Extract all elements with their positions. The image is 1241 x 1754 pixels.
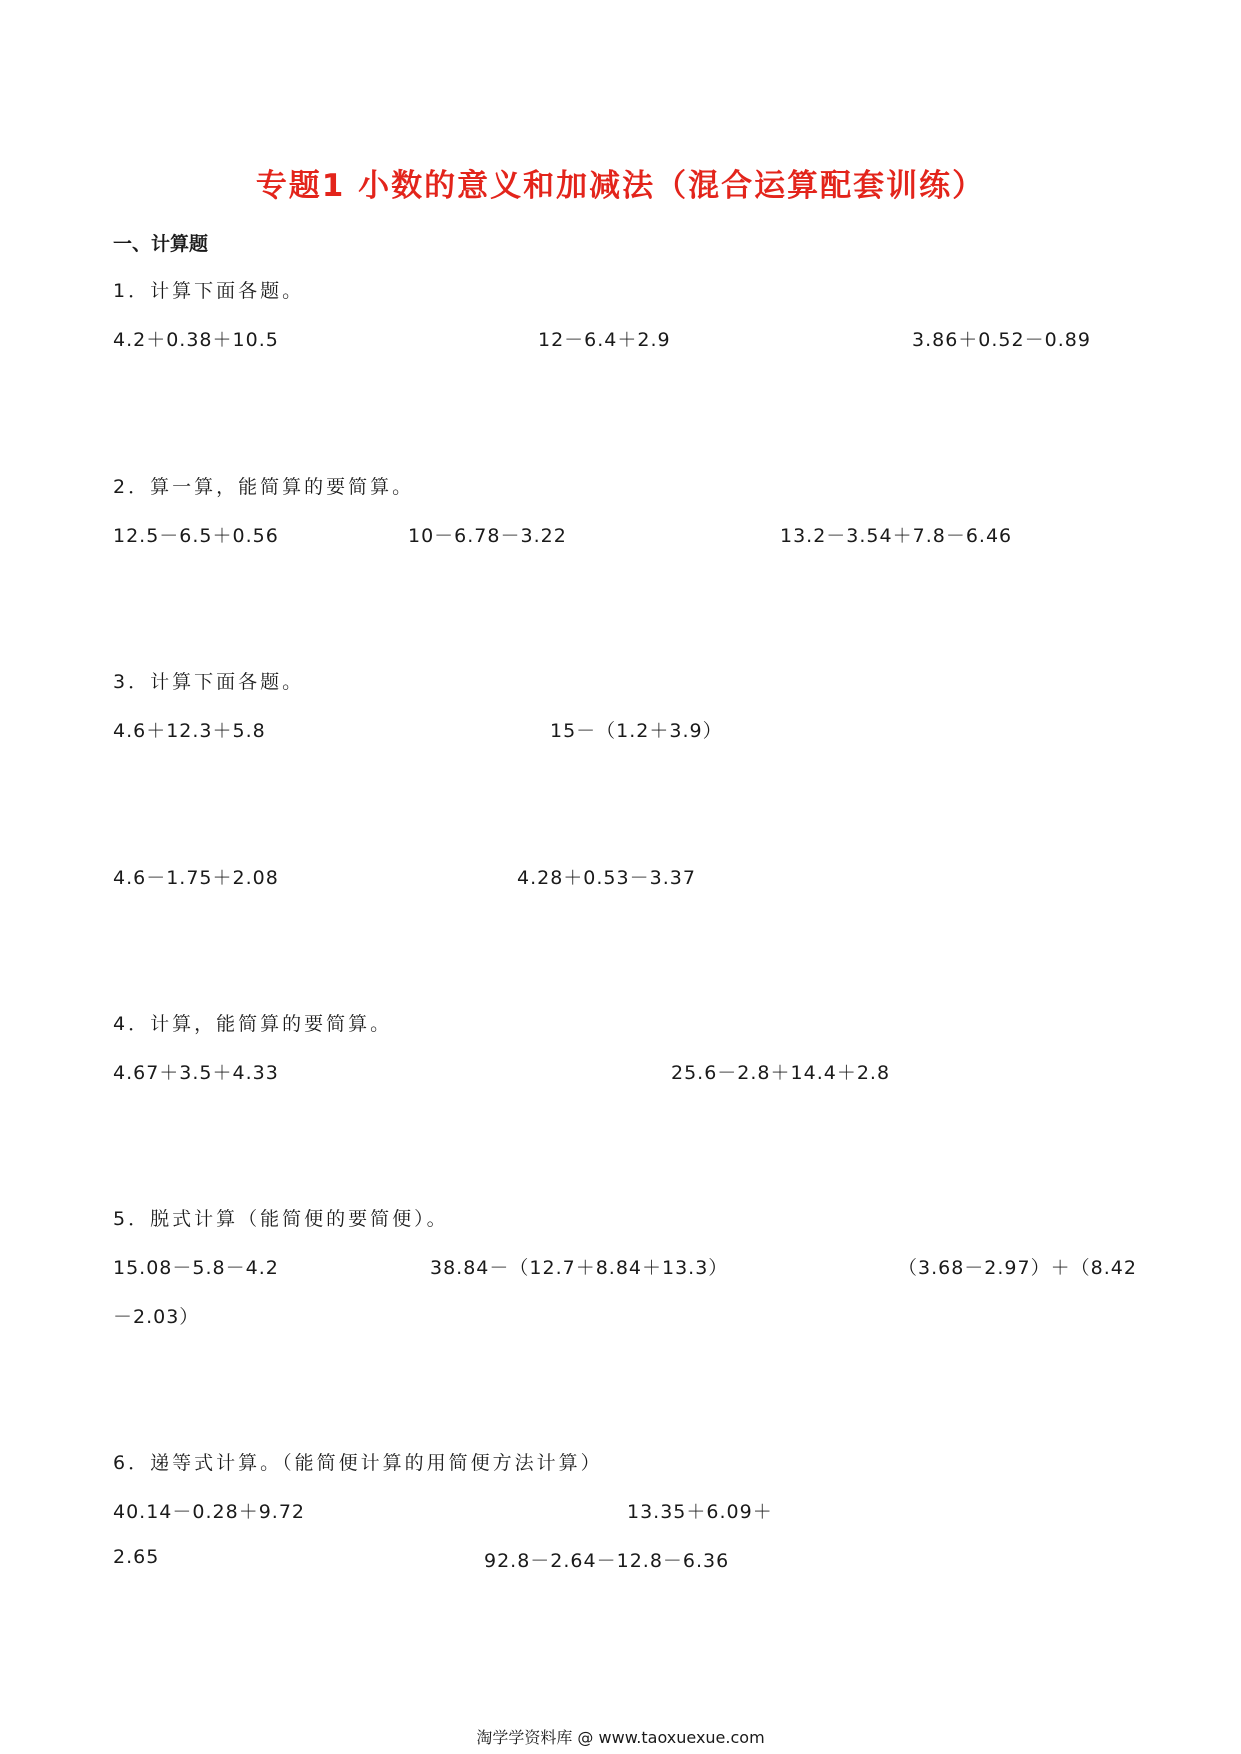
question-3-expr-4: 4.28＋0.53－3.37	[517, 867, 696, 889]
question-2-expr-2: 10－6.78－3.22	[408, 525, 567, 547]
question-5-expr-1: 15.08－5.8－4.2	[113, 1257, 279, 1279]
question-4-expr-1: 4.67＋3.5＋4.33	[113, 1062, 279, 1084]
question-6-expr-1: 40.14－0.28＋9.72	[113, 1501, 306, 1523]
question-2-expr-3: 13.2－3.54＋7.8－6.46	[780, 525, 1013, 547]
question-4-prompt: 4．计算，能简算的要简算。	[113, 1013, 393, 1035]
question-3-expr-1: 4.6＋12.3＋5.8	[113, 720, 266, 742]
question-5-expr-3-continued: －2.03）	[113, 1306, 200, 1328]
section-heading: 一、计算题	[113, 233, 209, 255]
question-3-prompt: 3．计算下面各题。	[113, 671, 305, 693]
question-6-prompt: 6．递等式计算。（能简便计算的用简便方法计算）	[113, 1452, 603, 1474]
question-6-expr-2: 13.35＋6.09＋	[627, 1501, 773, 1523]
question-6-expr-2-continued: 2.65	[113, 1546, 160, 1568]
question-5-expr-2: 38.84－（12.7＋8.84＋13.3）	[430, 1257, 729, 1279]
question-3-expr-2: 15－（1.2＋3.9）	[550, 720, 723, 742]
question-2-expr-1: 12.5－6.5＋0.56	[113, 525, 279, 547]
question-5-expr-3: （3.68－2.97）＋（8.42	[898, 1257, 1137, 1279]
question-2-prompt: 2．算一算，能简算的要简算。	[113, 476, 415, 498]
question-3-expr-3: 4.6－1.75＋2.08	[113, 867, 279, 889]
question-4-expr-2: 25.6－2.8＋14.4＋2.8	[671, 1062, 891, 1084]
footer-watermark: 淘学学资料库 @ www.taoxuexue.com	[476, 1728, 765, 1747]
question-1-expr-2: 12－6.4＋2.9	[538, 329, 671, 351]
question-1-expr-3: 3.86＋0.52－0.89	[912, 329, 1091, 351]
question-6-expr-3: 92.8－2.64－12.8－6.36	[484, 1550, 730, 1572]
question-1-expr-1: 4.2＋0.38＋10.5	[113, 329, 279, 351]
page-title: 专题1 小数的意义和加减法（混合运算配套训练）	[255, 168, 986, 204]
question-1-prompt: 1．计算下面各题。	[113, 280, 305, 302]
question-5-prompt: 5．脱式计算（能简便的要简便）。	[113, 1208, 449, 1230]
